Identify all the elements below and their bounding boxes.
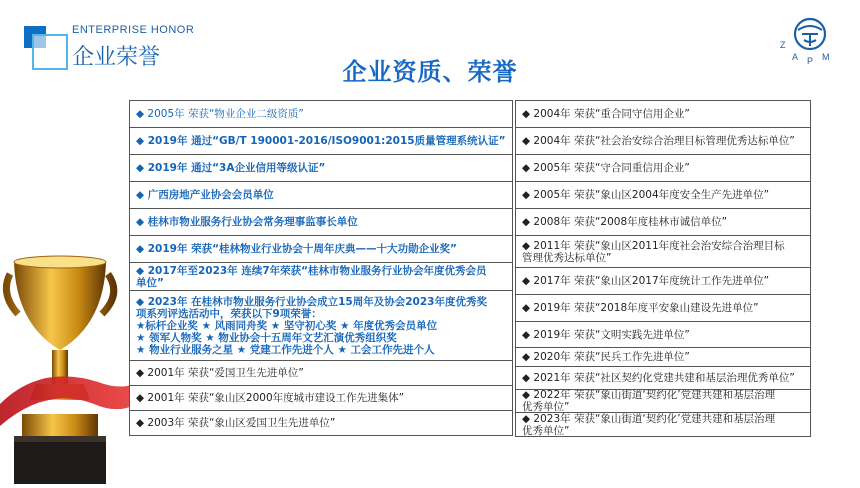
honor-text: ◆ 2019年 荣获“文明实践先进单位” xyxy=(522,328,690,341)
left-row xyxy=(130,155,512,182)
left-row xyxy=(130,386,512,411)
honor-text: ◆ 2017年 荣获“象山区2017年度统计工作先进单位” xyxy=(522,275,770,287)
honor-text: ◆ 2019年 通过“3A企业信用等级认证” xyxy=(136,162,326,174)
right-row xyxy=(516,101,810,128)
honor-text: ★标杆企业奖 ★ 风雨同舟奖 ★ 坚守初心奖 ★ 年度优秀会员单位 xyxy=(136,319,438,332)
right-row xyxy=(516,128,810,155)
logo-letter: M xyxy=(822,52,830,62)
left-row xyxy=(130,263,512,291)
honors-left-column xyxy=(129,100,513,436)
right-row xyxy=(516,390,810,413)
left-row xyxy=(130,291,512,361)
honor-text: ◆ 2005年 荣获“守合同重信用企业” xyxy=(522,162,690,174)
honor-text: ◆ 2008年 荣获“2008年度桂林市诚信单位” xyxy=(522,216,728,228)
honor-text: ◆ 2005年 荣获“物业企业二级资质” xyxy=(136,108,304,120)
honor-text: ◆ 2020年 荣获“民兵工作先进单位” xyxy=(522,351,690,363)
trophy-illustration xyxy=(0,254,150,484)
honor-text: 管理优秀达标单位” xyxy=(522,251,612,264)
honor-text: 优秀单位” xyxy=(522,424,570,437)
left-row xyxy=(130,209,512,236)
honors-right-column xyxy=(515,100,811,437)
honor-text: ◆ 2001年 荣获“象山区2000年度城市建设工作先进集体” xyxy=(136,392,405,404)
left-row xyxy=(130,411,512,436)
honor-text: ◆ 2005年 荣获“象山区2004年度安全生产先进单位” xyxy=(522,189,770,201)
logo-letter: Z xyxy=(780,40,786,50)
honors-table xyxy=(129,100,811,456)
brand-english-title: ENTERPRISE HONOR xyxy=(72,24,195,36)
right-row xyxy=(516,268,810,295)
honor-text: ◆ 2019年 荣获“2018年度平安象山建设先进单位” xyxy=(522,302,759,314)
logo-letter: P xyxy=(807,56,814,66)
honor-text: ◆ 2001年 荣获“爱国卫生先进单位” xyxy=(136,367,304,379)
honor-text: ◆ 2003年 荣获“象山区爱国卫生先进单位” xyxy=(136,417,336,429)
left-row xyxy=(130,182,512,209)
honor-text: 项系列评选活动中，荣获以下9项荣誉： xyxy=(136,307,322,320)
honor-text: ◆ 2023年 在桂林市物业服务行业协会成立15周年及协会2023年度优秀奖 xyxy=(136,295,487,308)
right-row xyxy=(516,367,810,390)
honor-text: ◆ 2023年 荣获“象山街道‘契约化’党建共建和基层治理 xyxy=(522,413,776,425)
left-row xyxy=(130,101,512,128)
trophy-icon xyxy=(0,254,150,484)
honor-text: ◆ 2017年至2023年 连续7年荣获“桂林市物业服务行业协会年度优秀会员 xyxy=(136,264,487,277)
honor-text: ◆ 2004年 荣获“社会治安综合治理目标管理优秀达标单位” xyxy=(522,135,795,147)
honor-text: ◆ 广西房地产业协会会员单位 xyxy=(136,189,274,201)
right-row xyxy=(516,236,810,268)
right-row xyxy=(516,322,810,348)
honor-text: ◆ 2004年 荣获“重合同守信用企业” xyxy=(522,108,690,120)
right-row xyxy=(516,295,810,322)
honor-text: 单位” xyxy=(136,276,164,289)
brand-chinese-title: 企业荣誉 xyxy=(72,45,161,70)
left-row xyxy=(130,361,512,386)
left-row xyxy=(130,128,512,155)
right-row xyxy=(516,155,810,182)
honor-text: ◆ 桂林市物业服务行业协会常务理事监事长单位 xyxy=(136,216,358,228)
honor-text: ◆ 2019年 荣获“桂林物业行业协会十周年庆典——十大功勋企业奖” xyxy=(136,243,457,255)
honor-text: ◆ 2021年 荣获“社区契约化党建共建和基层治理优秀单位” xyxy=(522,372,795,384)
honor-text: ★ 物业行业服务之星 ★ 党建工作先进个人 ★ 工会工作先进个人 xyxy=(136,343,435,356)
page-title: 企业资质、荣誉 xyxy=(342,58,518,86)
left-row xyxy=(130,236,512,263)
right-row xyxy=(516,209,810,236)
honor-text: ◆ 2019年 通过“GB/T 190001-2016/ISO9001:2015质量管理系统认证” xyxy=(136,135,506,147)
honor-text: 优秀单位” xyxy=(522,401,570,413)
honor-text: ◆ 2022年 荣获“象山街道‘契约化’党建共建和基层治理 xyxy=(522,390,776,401)
logo-letter: A xyxy=(792,52,799,62)
honor-text: ★ 领军人物奖 ★ 物业协会十五周年文艺汇演优秀组织奖 xyxy=(136,331,397,344)
honor-text: ◆ 2011年 荣获“象山区2011年度社会治安综合治理目标 xyxy=(522,239,785,252)
right-row xyxy=(516,182,810,209)
right-row xyxy=(516,413,810,437)
right-row xyxy=(516,348,810,367)
